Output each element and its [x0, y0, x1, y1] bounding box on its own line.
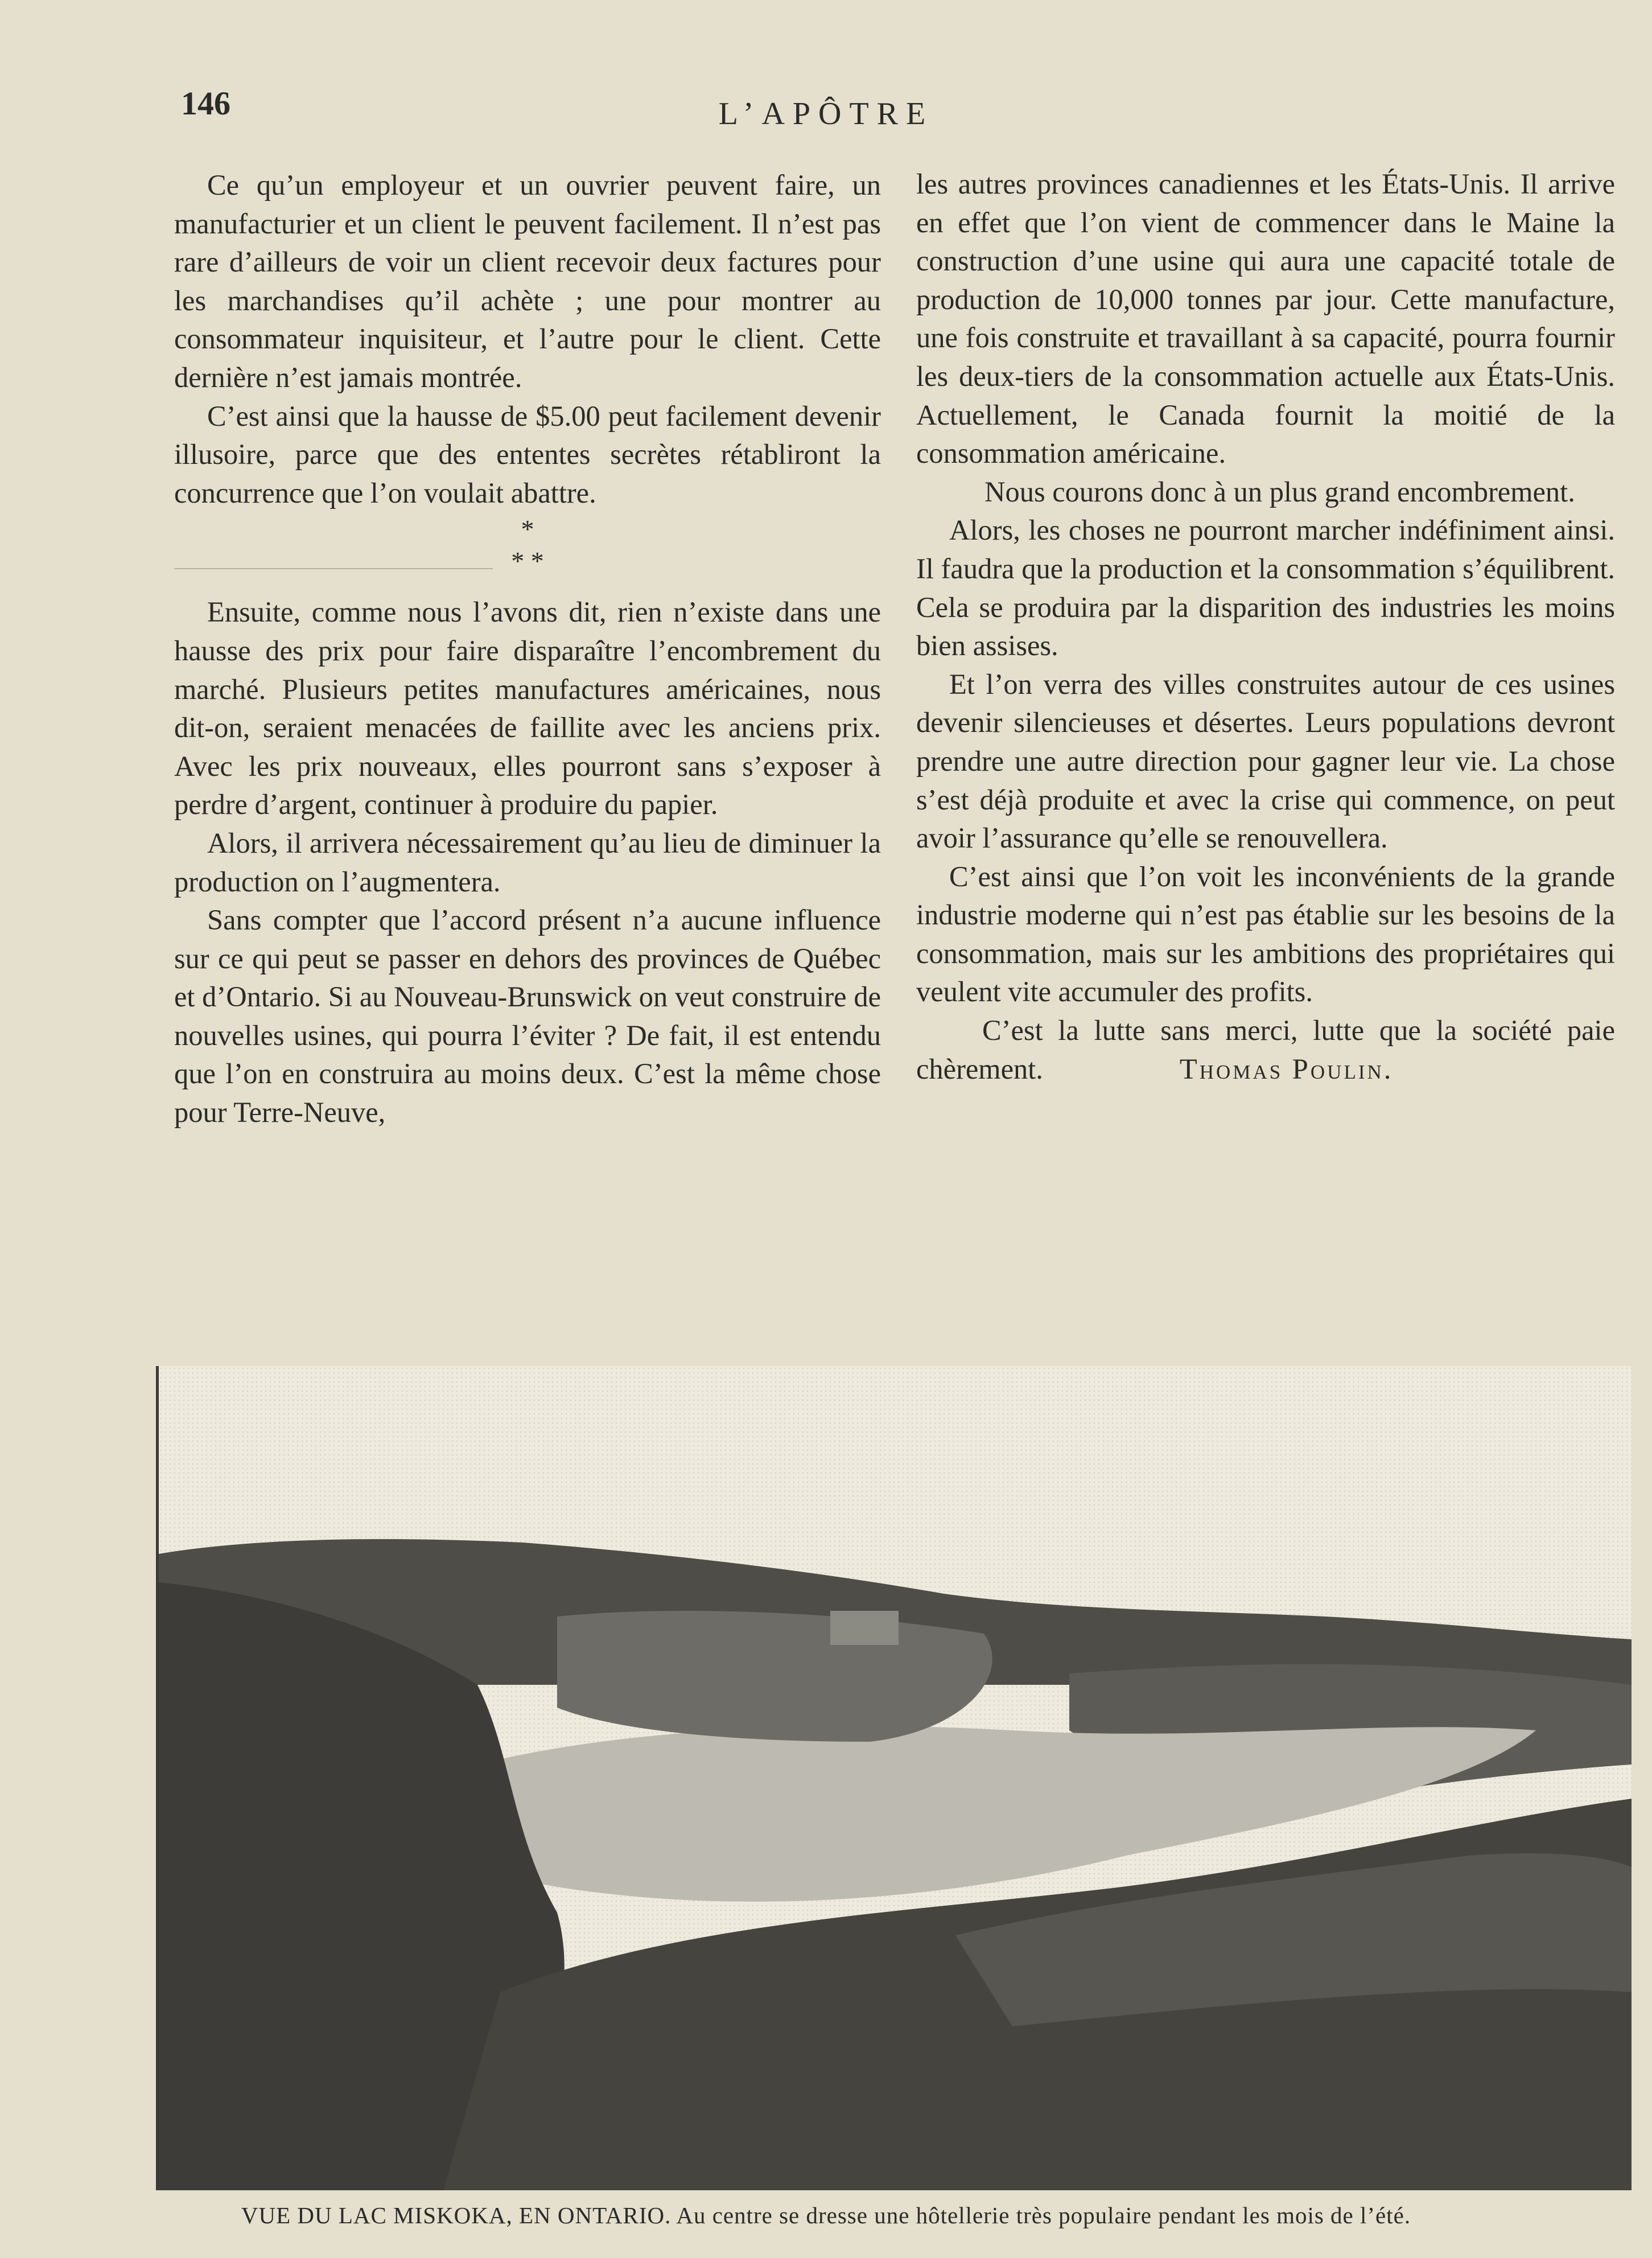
left-column — [174, 166, 881, 1132]
right-paragraph-2: Nous courons donc à un plus grand encombrement. — [984, 475, 1575, 508]
left-paragraph-5: Sans compter que l’accord présent n’a aucune influence sur ce qui peut se passer en dehors des provinces de Québec et d’Ontario. Si au Nouveau-Brunswick on veut construire de nouvelles usines, qui pourra l’éviter ? De fait, il est entendu que l’on en construira au moins deux. C’est la même chose pour Terre-Neuve, — [174, 904, 881, 1129]
separator-star-top: * — [521, 515, 534, 544]
section-separator — [174, 513, 881, 577]
page-number: 146 — [181, 85, 230, 122]
lake-photograph — [156, 1366, 1632, 2190]
left-paragraph-1: Ce qu’un employeur et un ouvrier peuvent faire, un manufacturier et un client le peuvent facilement. Il n’est pas rare d’ailleurs de voir un client recevoir deux factures pour les marchandises qu’il achète ; une pour montrer au consommateur inquisiteur, et l’autre pour le client. Cette dernière n’est jamais montrée. — [174, 169, 881, 393]
right-paragraph-6 — [916, 1011, 1615, 1088]
right-paragraph-3: Alors, les choses ne pourront marcher indéfiniment ainsi. Il faudra que la production et la consommation s’équilibrent. Cela se produira par la disparition des industries les moins bien assises. — [916, 514, 1615, 662]
caption-text: Au centre se dresse une hôtellerie très populaire pendant les mois de l’été. — [676, 2202, 1411, 2228]
hotel-building — [830, 1611, 899, 1645]
caption-title: VUE DU LAC MISKOKA, EN ONTARIO. — [241, 2202, 671, 2228]
left-paragraph-2: C’est ainsi que la hausse de $5.00 peut facilement devenir illusoire, parce que des ententes secrètes rétabliront la concurrence que l’on voulait abattre. — [174, 400, 881, 509]
central-shore-hotel-area — [557, 1611, 992, 1742]
right-paragraph-4: Et l’on verra des villes construites autour de ces usines devenir silencieuses et désertes. Leurs populations devront prendre une autre direction pour gagner leur vie. La chose s’est déjà produite et avec la crise qui commence, on peut avoir l’assurance qu’elle se renouvellera. — [916, 668, 1615, 854]
left-paragraph-4: Alors, il arrivera nécessairement qu’au lieu de diminuer la production on l’augmentera. — [174, 826, 881, 898]
right-column — [916, 165, 1615, 1088]
closing-sentence: C’est la lutte sans merci, lutte que la société paie chèrement. — [916, 1014, 1615, 1085]
separator-rule — [174, 568, 493, 569]
lake-landscape-illustration — [159, 1366, 1632, 2190]
author-signature: Thomas Poulin. — [1179, 1052, 1394, 1085]
separator-stars-bottom: * * — [511, 546, 544, 576]
right-paragraph-5: C’est ainsi que l’on voit les inconvénients de la grande industrie moderne qui n’est pas établie sur les besoins de la consommation, mais sur les ambitions des propriétaires qui veulent vite accumuler des profits. — [916, 860, 1615, 1008]
photo-caption — [0, 2202, 1652, 2229]
right-paragraph-1: les autres provinces canadiennes et les États-Unis. Il arrive en effet que l’on vient de commencer dans le Maine la construction d’une usine qui aura une capacité totale de production de 10,000 tonnes par jour. Cette manufacture, une fois construite et travaillant à sa capacité, pourra fournir les deux-tiers de la consommation actuelle aux États-Unis. Actuellement, le Canada fournit la moitié de la consommation américaine. — [916, 168, 1615, 470]
left-paragraph-3: Ensuite, comme nous l’avons dit, rien n’existe dans une hausse des prix pour faire disparaître l’encombrement du marché. Plusieurs petites manufactures américaines, nous dit-on, seraient menacées de faillite avec les anciens prix. Avec les prix nouveaux, elles pourront sans s’exposer à perdre d’argent, continuer à produire du papier. — [174, 596, 881, 821]
running-head: L’APÔTRE — [718, 96, 934, 131]
